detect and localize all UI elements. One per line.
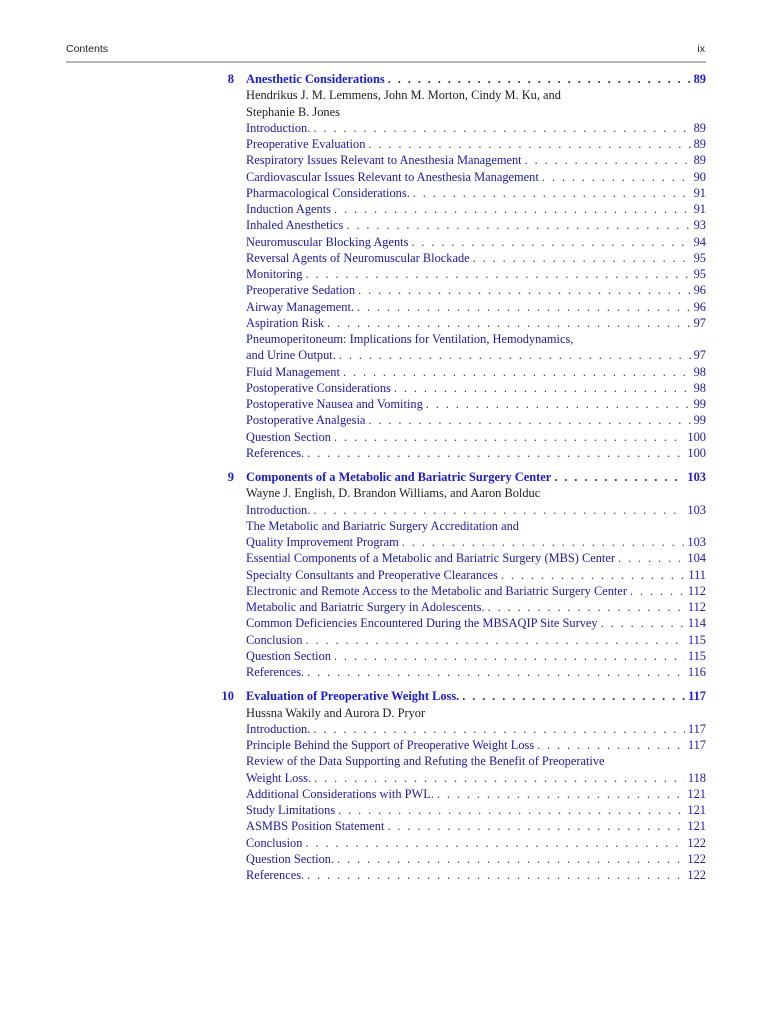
dot-leader <box>488 599 685 615</box>
toc-entry[interactable] <box>246 412 706 428</box>
toc-entry-label: Weight Loss. <box>246 770 312 785</box>
toc-entry[interactable] <box>246 201 706 217</box>
toc-entry-page: 122 <box>687 835 706 850</box>
toc-entry-page: 100 <box>687 429 706 444</box>
toc-entry-label: Question Section. <box>246 851 335 866</box>
toc-entry[interactable] <box>246 632 706 648</box>
dot-leader <box>327 315 690 331</box>
toc-entry[interactable] <box>246 567 706 583</box>
dot-leader <box>334 429 684 445</box>
toc-entry-label: Neuromuscular Blocking Agents <box>246 234 409 249</box>
toc-entry[interactable] <box>246 818 706 834</box>
dot-leader <box>305 266 690 282</box>
chapter-heading[interactable] <box>210 469 706 485</box>
dot-leader <box>334 648 685 664</box>
toc-entry[interactable] <box>246 315 706 331</box>
toc-entry-label: Airway Management. <box>246 299 355 314</box>
toc-entry[interactable] <box>246 234 706 250</box>
toc-entry-label: Respiratory Issues Relevant to Anesthesia Management <box>246 153 522 168</box>
dot-leader <box>387 818 684 834</box>
toc-entry-page: 112 <box>687 583 706 598</box>
chapter-heading[interactable] <box>210 688 706 704</box>
chapter-authors: Hendrikus J. M. Lemmens, John M. Morton, Cindy M. Ku, and <box>246 88 561 103</box>
chapter-title-row <box>246 688 706 704</box>
toc-entry-label: Introduction. <box>246 721 311 736</box>
dot-leader <box>402 534 685 550</box>
dot-leader <box>601 615 685 631</box>
dot-leader <box>313 502 684 518</box>
chapter-block <box>210 688 706 883</box>
toc-entry-label: Inhaled Anesthetics <box>246 218 344 233</box>
toc-entry-page: 91 <box>693 185 706 200</box>
toc-entry-label: Principle Behind the Support of Preoperative Weight Loss <box>246 738 535 752</box>
chapter-title-row <box>246 71 706 87</box>
chapter-title-row <box>246 469 706 485</box>
toc-entry-page: 122 <box>687 851 706 866</box>
chapter-title: Evaluation of Preoperative Weight Loss. <box>246 689 460 704</box>
toc-entry-page: 89 <box>693 137 706 151</box>
toc-entry[interactable] <box>246 664 706 680</box>
toc-entry-first-line[interactable]: The Metabolic and Bariatric Surgery Accreditation and <box>246 518 519 533</box>
toc-entry-label: Introduction. <box>246 120 311 135</box>
toc-entry[interactable] <box>246 136 706 152</box>
toc-entry-label: Postoperative Analgesia <box>246 413 366 428</box>
toc-entry-label: Conclusion <box>246 632 303 647</box>
toc-entry-page: 99 <box>693 413 706 428</box>
chapter-authors: Wayne J. English, D. Brandon Williams, and Aaron Bolduc <box>246 486 541 501</box>
toc-entry-label: Question Section <box>246 648 332 663</box>
dot-leader <box>618 550 684 566</box>
dot-leader <box>411 234 690 250</box>
chapter-block <box>210 71 706 461</box>
toc-entry[interactable] <box>246 721 706 737</box>
dot-leader <box>313 721 685 737</box>
toc-entry-label: Study Limitations <box>246 803 336 817</box>
toc-entry-page: 96 <box>693 299 706 314</box>
toc-entry-page: 91 <box>693 202 706 216</box>
toc-entry-label: Fluid Management <box>246 364 340 379</box>
toc-entry[interactable] <box>246 867 706 883</box>
toc-entry-label: References. <box>246 445 305 460</box>
toc-entry[interactable] <box>246 299 706 315</box>
toc-entry[interactable] <box>246 550 706 566</box>
toc-entry-page: 117 <box>687 721 706 736</box>
toc-entry-page: 95 <box>693 250 706 265</box>
toc-entry[interactable] <box>246 615 706 631</box>
chapter-authors: Stephanie B. Jones <box>246 104 340 119</box>
toc-entry-label: Pharmacological Considerations. <box>246 185 410 200</box>
toc-entry-page: 97 <box>693 315 706 330</box>
toc-entry-label: Electronic and Remote Access to the Metabolic and Bariatric Surgery Center <box>246 583 627 598</box>
toc-entry-label: Metabolic and Bariatric Surgery in Adolescents. <box>246 600 485 614</box>
toc-entry-label: Introduction. <box>246 502 311 517</box>
dot-leader <box>542 169 691 185</box>
toc-entry-label: Reversal Agents of Neuromuscular Blockade <box>246 250 470 265</box>
toc-entry-page: 90 <box>693 169 706 184</box>
toc-entry[interactable] <box>246 185 706 201</box>
toc-entry-label: Preoperative Evaluation <box>246 137 366 151</box>
toc-entry[interactable] <box>246 282 706 298</box>
toc-entry-label: Quality Improvement Program <box>246 535 399 549</box>
toc-entry-label: Common Deficiencies Encountered During the MBSAQIP Site Survey <box>246 616 598 631</box>
toc-entry-page: 115 <box>687 632 706 647</box>
toc-entry-page: 98 <box>693 380 706 395</box>
toc-entry[interactable] <box>246 364 706 380</box>
toc-entry-label: Aspiration Risk <box>246 315 325 330</box>
toc-entry-label: Induction Agents <box>246 202 332 216</box>
toc-entry-page: 111 <box>688 567 706 582</box>
dot-leader <box>368 136 690 152</box>
toc-entry[interactable] <box>246 217 706 233</box>
toc-entry-page: 115 <box>687 648 706 663</box>
toc-entry-page: 118 <box>687 770 706 785</box>
dot-leader <box>426 396 691 412</box>
toc-entry-page: 97 <box>693 348 706 363</box>
chapter-number: 9 <box>227 470 234 484</box>
toc-entry[interactable] <box>246 347 706 363</box>
dot-leader <box>473 250 691 266</box>
dot-leader <box>358 282 691 298</box>
toc-entry-page: 121 <box>687 803 706 817</box>
toc-entry-label: References. <box>246 665 305 679</box>
chapter-title: Anesthetic Considerations <box>246 72 385 86</box>
chapter-page: 117 <box>688 689 706 704</box>
toc-entry-page: 112 <box>687 600 706 614</box>
toc-entry-label: Conclusion <box>246 835 303 850</box>
chapter-number: 10 <box>221 689 234 704</box>
toc-entry-label: Preoperative Sedation <box>246 283 356 298</box>
dot-leader <box>537 737 685 753</box>
toc-entry[interactable] <box>246 835 706 851</box>
chapter-title: Components of a Metabolic and Bariatric Surgery Center <box>246 470 552 484</box>
dot-leader <box>338 802 684 818</box>
toc-entry-page: 94 <box>693 234 706 249</box>
toc-entry[interactable] <box>246 169 706 185</box>
toc-entry[interactable] <box>246 502 706 518</box>
chapter-block <box>210 469 706 680</box>
toc-entry-page: 122 <box>687 868 706 882</box>
toc-entry-page: 104 <box>687 551 706 566</box>
dot-leader <box>307 664 685 680</box>
dot-leader <box>313 120 690 136</box>
chapter-page: 89 <box>693 72 706 86</box>
running-head-title: Contents <box>66 43 109 55</box>
toc-entry-label: Postoperative Nausea and Vomiting <box>246 397 423 411</box>
toc-entry[interactable] <box>246 770 706 786</box>
toc-entry[interactable] <box>246 250 706 266</box>
dot-leader <box>357 299 691 315</box>
toc-entry-page: 117 <box>687 738 706 752</box>
dot-leader <box>437 786 684 802</box>
toc-entry-page: 98 <box>693 364 706 379</box>
dot-leader <box>346 217 690 233</box>
toc-entry-page: 89 <box>693 120 706 135</box>
toc-entry-label: Cardiovascular Issues Relevant to Anesthesia Management <box>246 169 539 184</box>
dot-leader <box>337 851 684 867</box>
toc-entry[interactable] <box>246 648 706 664</box>
toc-entry-label: Monitoring <box>246 267 303 281</box>
dot-leader <box>368 412 690 428</box>
toc-entry-page: 114 <box>687 616 706 631</box>
toc-entry-page: 121 <box>687 819 706 834</box>
toc-entry-page: 100 <box>687 445 706 460</box>
dot-leader <box>525 152 691 168</box>
toc-entry[interactable] <box>246 380 706 396</box>
toc-entry-page: 103 <box>687 502 706 517</box>
toc-entry[interactable] <box>246 396 706 412</box>
toc-entry-label: Specialty Consultants and Preoperative Clearances <box>246 567 498 582</box>
dot-leader <box>307 445 684 461</box>
dot-leader <box>314 770 685 786</box>
toc-entry[interactable] <box>246 786 706 802</box>
dot-leader <box>554 469 684 485</box>
page-number: ix <box>697 43 705 55</box>
dot-leader <box>305 835 684 851</box>
toc-entry-first-line[interactable]: Pneumoperitoneum: Implications for Ventilation, Hemodynamics, <box>246 332 574 346</box>
dot-leader <box>413 185 691 201</box>
toc-entry-page: 99 <box>693 397 706 411</box>
toc-entry[interactable] <box>246 583 706 599</box>
chapter-number: 8 <box>227 72 234 86</box>
toc-entry[interactable] <box>246 534 706 550</box>
toc-entry-label: and Urine Output. <box>246 348 336 363</box>
chapter-authors: Hussna Wakily and Aurora D. Pryor <box>246 705 426 720</box>
toc-entry[interactable] <box>246 802 706 818</box>
toc-entry-page: 89 <box>693 153 706 168</box>
toc-entry-page: 96 <box>693 283 706 298</box>
header-rule <box>66 61 706 63</box>
dot-leader <box>343 364 691 380</box>
dot-leader <box>630 583 685 599</box>
toc-entry-page: 95 <box>693 267 706 281</box>
toc-entry-page: 121 <box>687 786 706 801</box>
dot-leader <box>462 688 685 704</box>
toc-entry[interactable] <box>246 429 706 445</box>
toc-entry[interactable] <box>246 599 706 615</box>
toc-entry-page: 116 <box>687 665 706 679</box>
dot-leader <box>307 867 684 883</box>
dot-leader <box>394 380 691 396</box>
toc-entry[interactable] <box>246 445 706 461</box>
toc-entry-page: 103 <box>687 535 706 549</box>
dot-leader <box>334 201 691 217</box>
toc-entry-label: Postoperative Considerations <box>246 380 391 395</box>
table-of-contents <box>210 71 706 891</box>
toc-entry-label: Question Section <box>246 429 332 444</box>
dot-leader <box>339 347 691 363</box>
chapter-heading[interactable] <box>210 71 706 87</box>
dot-leader <box>388 71 691 87</box>
dot-leader <box>305 632 684 648</box>
toc-entry-first-line[interactable]: Review of the Data Supporting and Refuting the Benefit of Preoperative <box>246 754 605 769</box>
toc-entry-label: Essential Components of a Metabolic and Bariatric Surgery (MBS) Center <box>246 551 616 566</box>
toc-entry[interactable] <box>246 737 706 753</box>
toc-entry[interactable] <box>246 851 706 867</box>
dot-leader <box>501 567 685 583</box>
toc-entry[interactable] <box>246 152 706 168</box>
chapter-page: 103 <box>687 470 706 484</box>
toc-entry-label: ASMBS Position Statement <box>246 819 385 834</box>
toc-entry-label: Additional Considerations with PWL. <box>246 786 434 801</box>
toc-entry[interactable] <box>246 266 706 282</box>
toc-entry-label: References. <box>246 868 305 882</box>
toc-entry[interactable] <box>246 120 706 136</box>
toc-entry-page: 93 <box>693 218 706 233</box>
